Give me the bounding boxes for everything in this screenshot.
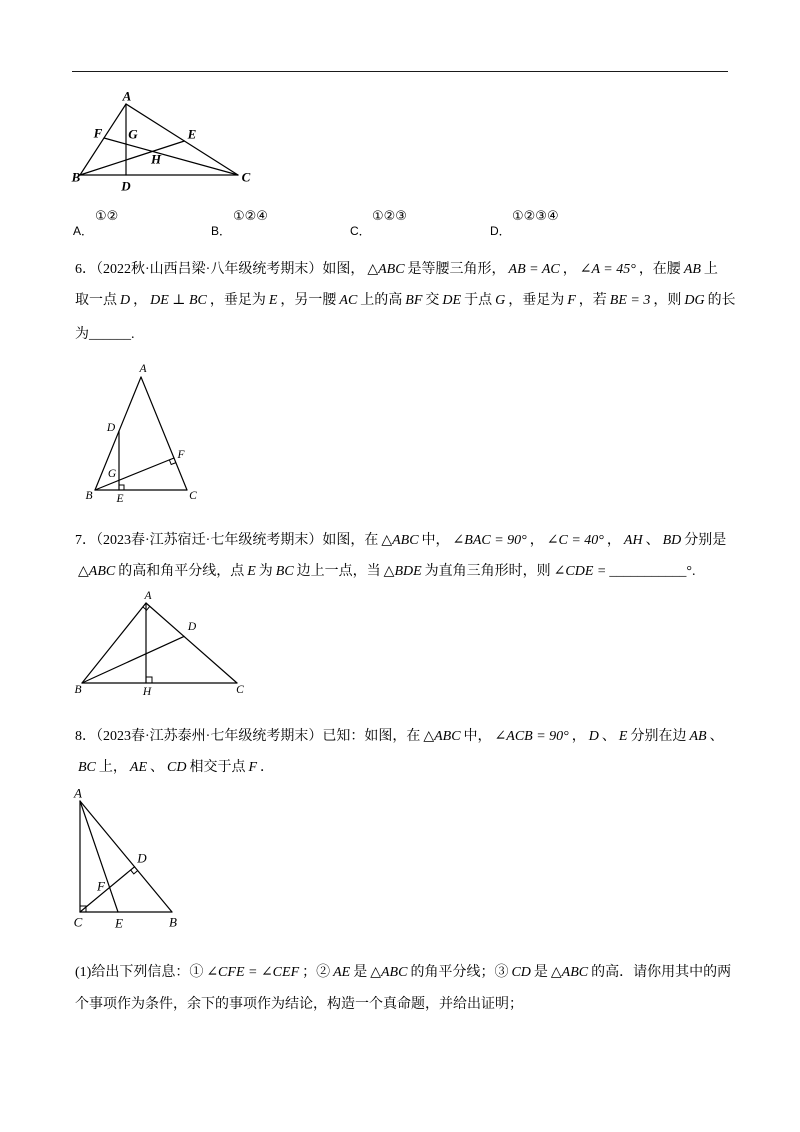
text-run: 是 [353, 965, 368, 980]
point-label: B [74, 684, 82, 696]
altitude-bf [95, 458, 174, 490]
point-label: D [137, 850, 147, 866]
point-label: H [142, 686, 152, 698]
math-expression: △BDE [383, 564, 422, 579]
point-label: E [116, 493, 124, 505]
text-run: 8．（2023春·江苏泰州·七年级统考期末）已知：如图，在 [75, 729, 421, 744]
text-run: ， [133, 293, 148, 308]
point-label: F [93, 125, 103, 141]
question-8-part-1-line-2 [75, 995, 523, 1015]
math-expression: E [268, 293, 278, 308]
text-run: 上， [98, 760, 127, 775]
text-run: ． [260, 760, 275, 775]
point-label: E [115, 915, 123, 931]
text-run: 为 [258, 564, 273, 579]
math-expression: △ABC [367, 262, 405, 277]
text-run: ，若 [578, 293, 607, 308]
point-label: B [85, 490, 93, 502]
question-7-line-1 [75, 531, 726, 551]
math-expression: BC [275, 564, 294, 579]
point-label: H [150, 151, 162, 167]
math-expression: BE = 3 [609, 293, 651, 308]
segment-cf [104, 138, 238, 175]
option-letter: C． [350, 224, 371, 238]
point-label: D [187, 621, 197, 633]
point-label: F [97, 878, 105, 894]
text-run: 取一点 [75, 293, 117, 308]
text-run: ， [529, 533, 544, 548]
question-8-part-1-line-1 [75, 963, 731, 983]
point-label: A [122, 88, 132, 104]
segment-ae [80, 801, 118, 912]
math-expression: AH [623, 533, 643, 548]
math-expression: ∠BAC = 90° [452, 533, 527, 548]
answer-blank: ______ [89, 327, 131, 342]
text-run: 相交于点 [189, 760, 246, 775]
text-run: ；② [302, 965, 331, 980]
text-run: 、 [150, 760, 164, 775]
option-letter: B． [211, 224, 232, 238]
math-expression: AE [129, 760, 147, 775]
text-run: 6．（2022秋·山西吕梁·八年级统考期末）如图， [75, 262, 365, 277]
point-label: F [177, 449, 185, 461]
text-run: ， [571, 729, 586, 744]
text-run: 中， [463, 729, 492, 744]
text-run: 上的高 [360, 293, 403, 308]
right-angle-mark [131, 870, 138, 874]
option-value: ①② [95, 209, 119, 224]
text-run: 的高．请你用其中的两 [591, 965, 732, 980]
math-expression: ∠CFE = ∠CEF [206, 965, 300, 980]
text-run: 是等腰三角形， [407, 262, 506, 277]
text-run: . [131, 327, 135, 342]
option-b [211, 208, 321, 240]
text-run: 、 [709, 729, 724, 744]
text-run: ，垂足为 [508, 293, 565, 308]
math-expression: CD [511, 965, 531, 980]
text-run: 于点 [464, 293, 493, 308]
math-expression: AB [689, 729, 707, 744]
option-letter: D． [490, 224, 511, 238]
math-expression: △ABC [381, 533, 419, 548]
option-d [490, 208, 600, 240]
math-expression: DE [442, 293, 462, 308]
text-run: 上 [703, 262, 718, 277]
right-angle-mark [146, 677, 152, 683]
math-expression: AB [683, 262, 701, 277]
math-expression: D [588, 729, 599, 744]
math-expression: BC [78, 760, 96, 775]
math-expression: CD [167, 760, 187, 775]
figure-q5-triangle [70, 88, 260, 196]
point-label: G [128, 126, 138, 142]
math-expression: DE ⊥ BC [150, 293, 207, 308]
text-run: °. [686, 564, 696, 579]
math-expression: E [618, 729, 628, 744]
math-expression: BD [662, 533, 682, 548]
math-expression: F [567, 293, 576, 308]
text-run: ，垂足为 [209, 293, 266, 308]
math-expression: △ABC [550, 965, 589, 980]
question-6-line-1 [75, 260, 718, 280]
point-label: A [144, 590, 152, 602]
option-value: ①②③④ [512, 209, 559, 224]
option-value: ①②③ [372, 209, 407, 224]
figure-q6-triangle [80, 360, 205, 510]
figure-q8-triangle [66, 783, 190, 933]
math-expression: ∠CDE = [553, 564, 607, 579]
figure-q7-triangle [72, 588, 250, 700]
point-label: C [189, 490, 197, 502]
text-run: 、 [601, 729, 616, 744]
math-expression: △ABC [370, 965, 408, 980]
answer-blank: ___________ [609, 564, 687, 579]
math-expression: ∠A = 45° [579, 262, 636, 277]
side-ab [95, 377, 141, 490]
math-expression: ∠C = 40° [546, 533, 604, 548]
math-expression: AE [333, 965, 351, 980]
point-label: C [73, 914, 83, 930]
math-expression: DG [684, 293, 705, 308]
point-label: C [236, 684, 244, 696]
text-run: 的高和角平分线，点 [118, 564, 245, 579]
math-expression: D [120, 293, 131, 308]
text-run: 为直角三角形时，则 [424, 564, 551, 579]
option-letter: A． [73, 224, 94, 238]
point-label: A [74, 785, 82, 801]
math-expression: △ABC [423, 729, 461, 744]
bisector-bd [82, 636, 184, 683]
point-label: G [107, 468, 117, 480]
math-expression: E [247, 564, 256, 579]
side-ac [146, 603, 237, 683]
math-expression: AC [339, 293, 358, 308]
text-run: 是 [533, 965, 548, 980]
text-run: 的角平分线；③ [410, 965, 509, 980]
math-expression: BF [405, 293, 423, 308]
side-ac [126, 104, 238, 175]
question-6-line-3 [75, 325, 135, 345]
point-label: D [106, 422, 116, 434]
option-a [73, 208, 183, 240]
text-run: 、 [645, 533, 660, 548]
math-expression: AB = AC [508, 262, 560, 277]
point-label: B [71, 169, 81, 185]
text-run: 中， [421, 533, 450, 548]
math-expression: F [248, 760, 258, 775]
text-run: 分别是 [684, 533, 727, 548]
text-run: ， [562, 262, 577, 277]
option-value: ①②④ [233, 209, 268, 224]
text-run: 的长 [707, 293, 736, 308]
point-label: D [121, 178, 131, 194]
header-rule [72, 71, 728, 72]
question-7-line-2 [75, 562, 695, 582]
math-expression: G [495, 293, 506, 308]
question-8-line-1 [75, 727, 724, 747]
point-label: B [169, 914, 177, 930]
text-run: 为 [75, 327, 89, 342]
text-run: ，在腰 [638, 262, 681, 277]
text-run: (1)给出下列信息：① [75, 965, 204, 980]
question-8-line-2 [75, 758, 274, 778]
side-ab [80, 801, 172, 912]
segment-cd [80, 867, 135, 912]
math-expression: △ABC [78, 564, 116, 579]
right-angle-mark [119, 485, 124, 490]
side-ab [82, 603, 146, 683]
text-run: 7．（2023春·江苏宿迁·七年级统考期末）如图，在 [75, 533, 379, 548]
math-expression: ∠ACB = 90° [494, 729, 569, 744]
side-ab [80, 104, 126, 175]
text-run: 个事项作为条件，余下的事项作为结论，构造一个真命题，并给出证明； [75, 997, 523, 1012]
text-run: 边上一点，当 [296, 564, 381, 579]
point-label: A [139, 363, 147, 375]
point-label: C [241, 169, 251, 185]
side-ac [141, 377, 187, 490]
text-run: ，则 [653, 293, 682, 308]
text-run: ， [606, 533, 621, 548]
text-run: 分别在边 [630, 729, 687, 744]
text-run: 交 [425, 293, 440, 308]
question-6-line-2 [75, 291, 736, 311]
option-c [350, 208, 460, 240]
point-label: E [187, 126, 197, 142]
text-run: ，另一腰 [280, 293, 337, 308]
